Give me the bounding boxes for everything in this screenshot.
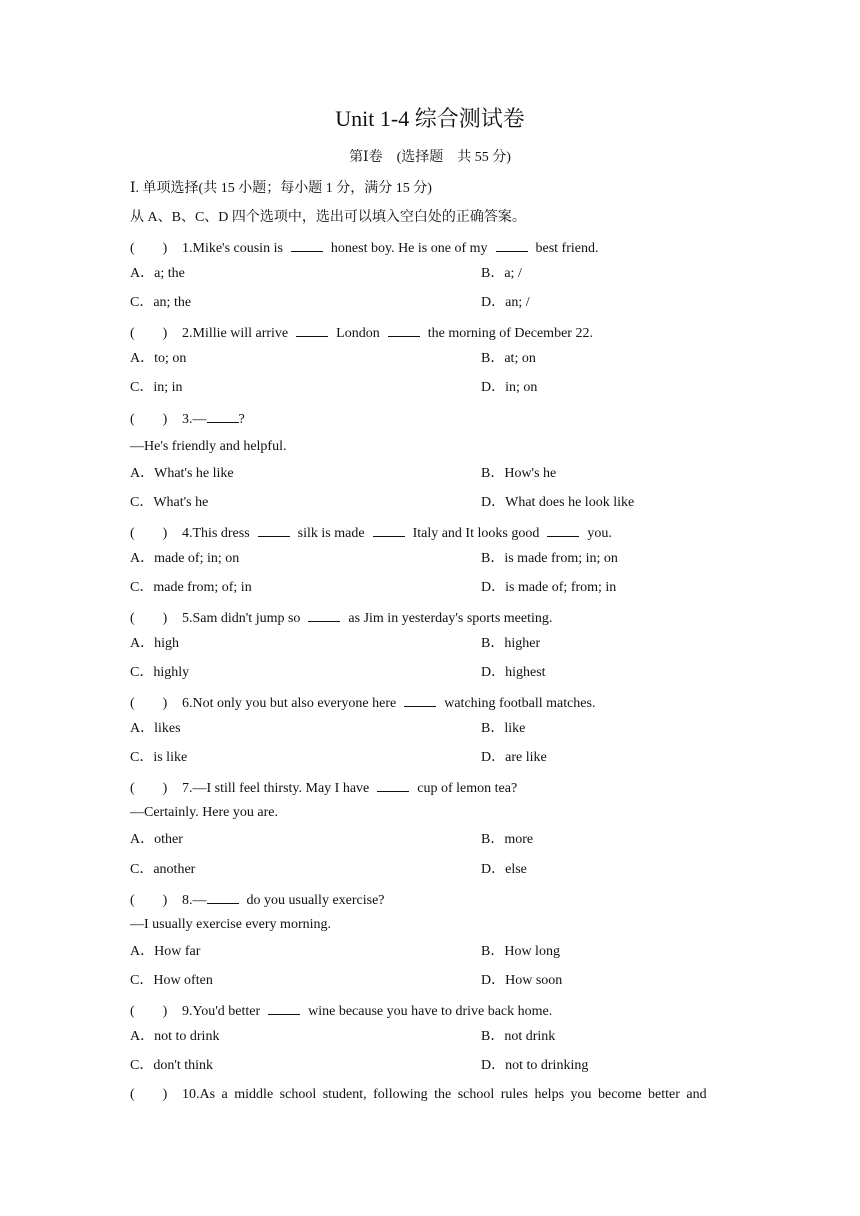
question-6: ( ) 6.Not only you but also everyone here watching football matches. (130, 692, 595, 714)
answer-bracket: ( ) (130, 893, 168, 908)
answer-blank (291, 237, 323, 252)
section-heading: Ⅰ. 单项选择(共 15 小题；每小题 1 分，满分 15 分) (130, 181, 432, 196)
option-c: C．in; in (130, 380, 183, 395)
option-b: B．a; / (481, 266, 522, 281)
option-b: B．higher (481, 636, 541, 651)
section-instruction: 从 A、B、C、D 四个选项中，选出可以填入空白处的正确答案。 (130, 210, 526, 225)
question-9: ( ) 9.You'd better wine because you have to drive back home. (130, 1000, 552, 1022)
answer-blank (268, 1000, 300, 1015)
answer-blank (404, 692, 436, 707)
option-d: D．How soon (481, 973, 563, 988)
option-c: C．don't think (130, 1058, 214, 1073)
option-a: A．not to drink (130, 1029, 220, 1044)
option-d: D．an; / (481, 295, 530, 310)
option-b: B．is made from; in; on (481, 551, 618, 566)
answer-blank (296, 322, 328, 337)
answer-bracket: ( ) (130, 611, 168, 626)
option-c: C．highly (130, 665, 190, 680)
answer-bracket: ( ) (130, 412, 168, 427)
option-b: B．How's he (481, 466, 557, 481)
answer-blank (207, 408, 239, 423)
option-c: C．What's he (130, 495, 209, 510)
answer-blank (308, 607, 340, 622)
option-b: B．more (481, 832, 534, 847)
answer-blank (258, 522, 290, 537)
option-b: B．at; on (481, 351, 536, 366)
option-b: B．like (481, 721, 526, 736)
option-d: D．What does he look like (481, 495, 635, 510)
answer-bracket: ( ) (130, 526, 168, 541)
question-2: ( ) 2.Millie will arrive London the morning of December 22. (130, 322, 593, 344)
option-d: D．are like (481, 750, 547, 765)
question-7: ( ) 7.—I still feel thirsty. May I have cup of lemon tea? (130, 777, 517, 799)
option-c: C．made from; of; in (130, 580, 252, 595)
answer-bracket: ( ) (130, 241, 168, 256)
option-b: B．not drink (481, 1029, 556, 1044)
option-d: D．not to drinking (481, 1058, 589, 1073)
answer-blank (547, 522, 579, 537)
option-c: C．is like (130, 750, 188, 765)
option-d: D．is made of; from; in (481, 580, 617, 595)
question-5: ( ) 5.Sam didn't jump so as Jim in yesterday's sports meeting. (130, 607, 552, 629)
option-a: A．How far (130, 944, 201, 959)
answer-blank (373, 522, 405, 537)
option-c: C．another (130, 862, 196, 877)
option-d: D．highest (481, 665, 546, 680)
question-7-response: —Certainly. Here you are. (130, 805, 278, 820)
answer-bracket: ( ) (130, 781, 168, 796)
option-c: C．How often (130, 973, 213, 988)
answer-blank (496, 237, 528, 252)
option-a: A．high (130, 636, 179, 651)
answer-bracket: ( ) (130, 696, 168, 711)
option-a: A．to; on (130, 351, 187, 366)
answer-blank (207, 889, 239, 904)
page-title: Unit 1-4 综合测试卷 (335, 106, 525, 131)
question-10: ( ) 10.As a middle school student, following the school rules helps you become better and (130, 1085, 730, 1105)
option-a: A．likes (130, 721, 181, 736)
option-a: A．made of; in; on (130, 551, 240, 566)
option-a: A．other (130, 832, 183, 847)
option-c: C．an; the (130, 295, 192, 310)
option-d: D．in; on (481, 380, 538, 395)
question-8: ( ) 8.— do you usually exercise? (130, 889, 385, 911)
option-a: A．What's he like (130, 466, 234, 481)
answer-bracket: ( ) (130, 326, 168, 341)
answer-blank (377, 777, 409, 792)
answer-blank (388, 322, 420, 337)
answer-bracket: ( ) (130, 1087, 168, 1102)
question-3: ( ) 3.— ? (130, 408, 245, 430)
option-b: B．How long (481, 944, 560, 959)
option-a: A．a; the (130, 266, 185, 281)
option-d: D．else (481, 862, 527, 877)
question-8-response: —I usually exercise every morning. (130, 917, 331, 932)
answer-bracket: ( ) (130, 1004, 168, 1019)
question-3-response: —He's friendly and helpful. (130, 439, 287, 454)
page-subtitle: 第Ⅰ卷 (选择题 共 55 分) (349, 150, 511, 165)
question-1: ( ) 1.Mike's cousin is honest boy. He is one of my best friend. (130, 237, 598, 259)
question-4: ( ) 4.This dress silk is made Italy and It looks good you. (130, 522, 612, 544)
